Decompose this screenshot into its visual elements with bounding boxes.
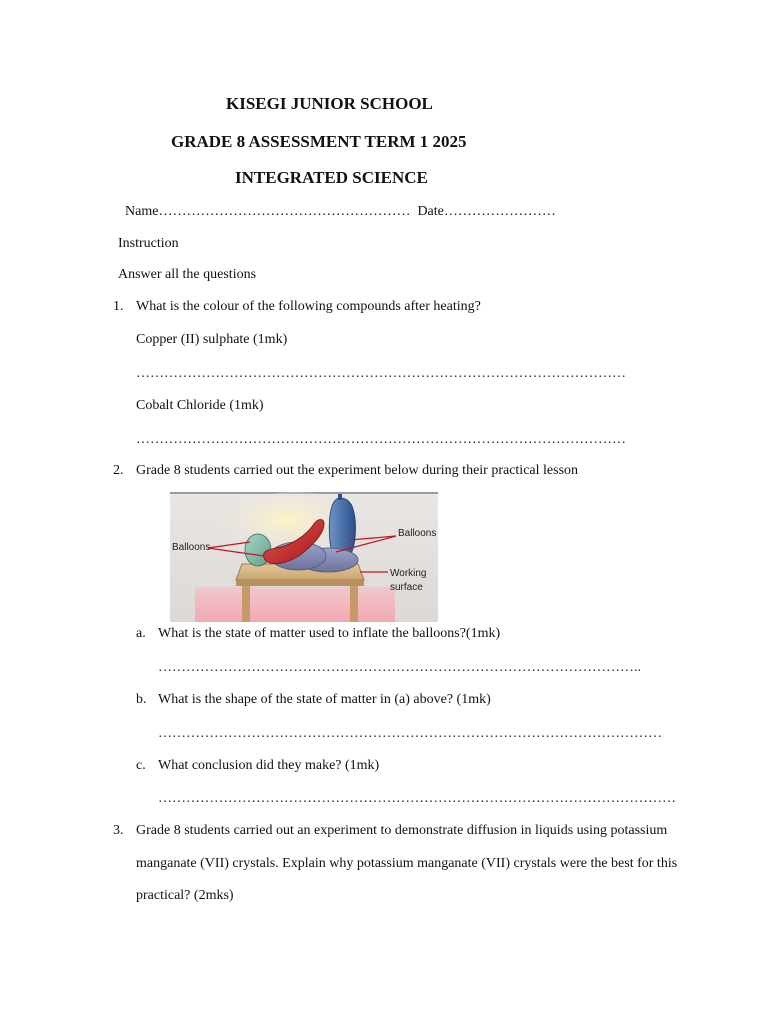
q2c-answer-line[interactable]: ………………………………………………………………………………………………… xyxy=(158,791,676,806)
school-name: KISEGI JUNIOR SCHOOL xyxy=(226,94,433,113)
q2c-letter: c. xyxy=(136,758,146,773)
figure-label-right: Balloons xyxy=(398,528,437,539)
q3-text-line-2: manganate (VII) crystals. Explain why potassium manganate (VII) crystals were the best for this xyxy=(136,856,678,871)
q1b-text: Cobalt Chloride (1mk) xyxy=(136,398,264,413)
balloon-experiment-figure xyxy=(170,492,438,622)
date-label: Date xyxy=(417,204,444,219)
subject-title: INTEGRATED SCIENCE xyxy=(235,168,428,187)
q1-number: 1. xyxy=(113,299,124,314)
date-field[interactable]: …………………… xyxy=(443,204,556,219)
figure-label-surface-2: surface xyxy=(390,582,423,593)
q2-text: Grade 8 students carried out the experiment below during their practical lesson xyxy=(136,463,579,478)
name-field[interactable]: ……………………………………………… xyxy=(158,204,411,219)
instruction-text: Answer all the questions xyxy=(118,267,257,282)
name-date-row xyxy=(125,204,556,220)
q1b-answer-line[interactable]: …………………………………………………………………………………………… xyxy=(136,432,626,447)
assessment-title: GRADE 8 ASSESSMENT TERM 1 2025 xyxy=(171,132,467,151)
name-label: Name xyxy=(125,204,159,219)
q2a-letter: a. xyxy=(136,626,146,641)
q3-number: 3. xyxy=(113,823,124,838)
q3-text-line-1: Grade 8 students carried out an experiment to demonstrate diffusion in liquids using potassium xyxy=(136,823,668,838)
figure-label-surface-1: Working xyxy=(390,568,427,579)
q1a-text: Copper (II) sulphate (1mk) xyxy=(136,332,288,347)
q1-text: What is the colour of the following compounds after heating? xyxy=(136,299,481,314)
q2b-text: What is the shape of the state of matter in (a) above? (1mk) xyxy=(158,692,491,707)
balloon-illustration xyxy=(170,492,438,622)
q2c-text: What conclusion did they make? (1mk) xyxy=(158,758,380,773)
q2b-answer-line[interactable]: ……………………………………………………………………………………………… xyxy=(158,726,662,741)
q2a-answer-line[interactable]: ………………………………………………………………………………………….. xyxy=(158,660,641,675)
q1a-answer-line[interactable]: …………………………………………………………………………………………… xyxy=(136,366,626,381)
q2-number: 2. xyxy=(113,463,124,478)
q3-text-line-3: practical? (2mks) xyxy=(136,888,234,903)
figure-label-left: Balloons xyxy=(172,542,211,553)
q2a-text: What is the state of matter used to inflate the balloons?(1mk) xyxy=(158,626,501,641)
q2b-letter: b. xyxy=(136,692,147,707)
instruction-heading: Instruction xyxy=(118,236,179,251)
